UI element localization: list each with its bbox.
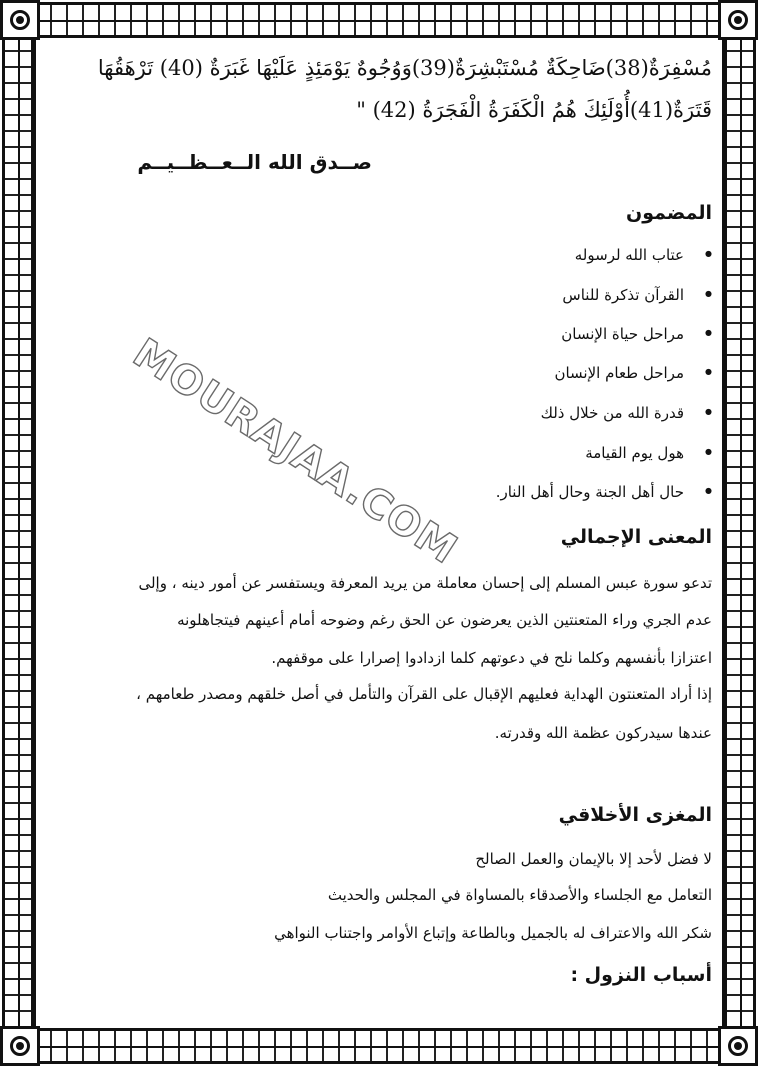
- general-meaning-line: عدم الجري وراء المتعنتين الذين يعرضون عن الحق رغم وضوحه أمام أعينهم فيتجاهلونه: [177, 611, 712, 629]
- frame-bottom-border: [36, 1028, 722, 1064]
- list-item: ● مراحل طعام الإنسان: [554, 364, 712, 382]
- general-meaning-line: إذا أراد المتعنتون الهداية فعليهم الإقبال على القرآن والتأمل في أصل خلقهم ومصدر طعامهم ،: [136, 685, 712, 703]
- general-meaning-line: اعتزازا بأنفسهم وكلما نلح في دعوتهم كلما ازدادوا إصرارا على موقفهم.: [271, 649, 712, 667]
- list-item: ● عتاب الله لرسوله: [575, 246, 712, 264]
- frame-top-border: [36, 2, 722, 38]
- frame-left-border: [2, 36, 34, 1030]
- corner-ornament-icon: [718, 1026, 758, 1066]
- verse-line-2: قَتَرَةٌ(41)أُوْلَئِكَ هُمُ الْكَفَرَةُ الْفَجَرَةُ (42) ": [356, 98, 712, 122]
- watermark: MOURAJAA.COM: [124, 330, 466, 574]
- revelation-reasons-title: أسباب النزول :: [570, 964, 712, 986]
- list-item: ● هول يوم القيامة: [585, 444, 712, 462]
- list-item: ● القرآن تذكرة للناس: [562, 286, 712, 304]
- content-section-title: المضمون: [626, 202, 712, 224]
- moral-meaning-title: المغزى الأخلاقي: [558, 804, 712, 826]
- moral-meaning-line: لا فضل لأحد إلا بالإيمان والعمل الصالح: [475, 850, 712, 868]
- list-item: ● حال أهل الجنة وحال أهل النار.: [496, 483, 712, 501]
- frame-right-border: [724, 36, 756, 1030]
- verse-line-1: مُسْفِرَةٌ(38)ضَاحِكَةٌ مُسْتَبْشِرَةٌ(39)وَوُجُوهٌ يَوْمَئِذٍ عَلَيْهَا غَبَرَةٌ (40) تَرْهَقُهَا: [97, 56, 712, 80]
- corner-ornament-icon: [0, 1026, 40, 1066]
- closing-phrase: صــدق الله الــعــظــيــم: [137, 150, 372, 174]
- general-meaning-title: المعنى الإجمالي: [560, 526, 712, 548]
- list-item: ● قدرة الله من خلال ذلك: [541, 404, 712, 422]
- moral-meaning-line: شكر الله والاعتراف له بالجميل وبالطاعة وإتباع الأوامر واجتناب النواهي: [274, 924, 712, 942]
- corner-ornament-icon: [0, 0, 40, 40]
- corner-ornament-icon: [718, 0, 758, 40]
- general-meaning-line: عندها سيدركون عظمة الله وقدرته.: [494, 724, 712, 742]
- moral-meaning-line: التعامل مع الجلساء والأصدقاء بالمساواة في المجلس والحديث: [327, 886, 712, 904]
- general-meaning-line: تدعو سورة عبس المسلم إلى إحسان معاملة من يريد المعرفة ويستفسر عن أمور دينه ، وإلى: [138, 574, 712, 592]
- list-item: ● مراحل حياة الإنسان: [561, 325, 712, 343]
